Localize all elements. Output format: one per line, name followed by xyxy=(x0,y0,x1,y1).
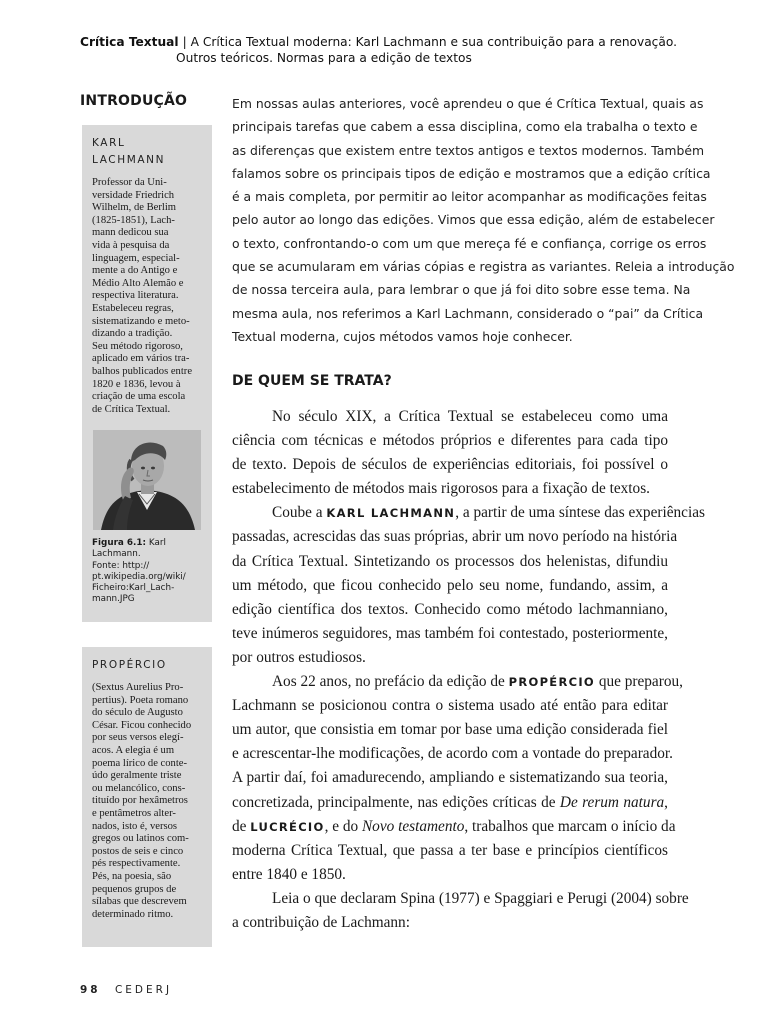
sidebar-propercio-name: PROPÉRCIO xyxy=(92,659,167,671)
sidebar-karl-name-line2: LACHMANN xyxy=(92,154,166,166)
page-footer xyxy=(80,984,172,996)
body-line: Leia o que declaram Spina (1977) e Spaggiari e Perugi (2004) sobre xyxy=(272,889,689,907)
intro-heading: INTRODUÇÃO xyxy=(80,93,188,109)
intro-line: Em nossas aulas anteriores, você aprendeu o que é Crítica Textual, quais as xyxy=(232,96,704,111)
figure-title: Karl Lachmann. xyxy=(92,538,166,560)
sidebar-karl-text xyxy=(92,177,203,416)
sidebar-karl-line: de Crítica Textual. xyxy=(92,403,171,415)
body-line: por outros estudiosos. xyxy=(232,648,366,666)
sidebar-propercio-line: údo geralmente triste xyxy=(92,770,182,782)
portrait-illustration xyxy=(93,430,201,530)
lucrecio-name: LUCRÉCIO xyxy=(250,819,325,834)
sidebar-propercio-line: pequenos grupos de xyxy=(92,883,177,895)
body-line xyxy=(232,791,668,815)
sidebar-karl-line: aplicado em vários tra- xyxy=(92,353,190,365)
sidebar-propercio-text xyxy=(92,682,203,921)
sidebar-propercio-line: nados, isto é, versos xyxy=(92,820,178,832)
body-line: Lachmann se posicionou contra o sistema usado até então para editar xyxy=(232,697,668,715)
publisher-name: CEDERJ xyxy=(114,984,173,996)
body-text-run: que preparou, xyxy=(598,673,683,691)
sidebar-karl-line: Médio Alto Alemão e xyxy=(92,277,184,289)
sidebar-karl-line: sistematizando e meto- xyxy=(92,315,190,327)
body-line xyxy=(232,815,676,839)
body-text-run: Coube a xyxy=(272,504,323,522)
sidebar-propercio-line: pés respectivamente. xyxy=(92,858,181,870)
header-title-line2: Outros teóricos. Normas para a edição de textos xyxy=(176,51,472,65)
sidebar-box-propercio xyxy=(82,647,212,947)
sidebar-propercio-line: Pés, na poesia, são xyxy=(92,870,172,882)
body-line: a contribuição de Lachmann: xyxy=(232,913,410,931)
sidebar-propercio-line: ou melancólico, cons- xyxy=(92,782,186,794)
section-heading: DE QUEM SE TRATA? xyxy=(232,373,392,389)
page-number: 98 xyxy=(80,984,101,996)
sidebar-box-karl-lachmann xyxy=(82,125,212,622)
sidebar-karl-line: mann dedicou sua xyxy=(92,227,169,239)
body-line: da Crítica Textual. Sintetizando os processos dos helenistas, difundiu xyxy=(232,552,668,570)
sidebar-karl-line: vida à pesquisa da xyxy=(92,239,170,251)
figure-source-line: mann.JPG xyxy=(92,594,135,605)
intro-paragraph xyxy=(232,92,735,348)
sidebar-propercio-line: gregos ou latinos com- xyxy=(92,833,189,845)
sidebar-propercio-line: poema lírico de conte- xyxy=(92,757,188,769)
body-line: A partir daí, foi amadurecendo, ampliando e sistematizando sua teoria, xyxy=(232,769,668,787)
sidebar-karl-name xyxy=(92,135,203,169)
sidebar-karl-line: 1820 e 1836, levou à xyxy=(92,378,181,390)
sidebar-karl-line: balhos publicados entre xyxy=(92,365,193,377)
header-title-line1: A Crítica Textual moderna: Karl Lachmann e sua contribuição para a renovação. xyxy=(190,35,677,49)
karl-lachmann-portrait xyxy=(93,430,201,530)
body-text-run: , e do xyxy=(324,817,359,835)
sidebar-karl-line: Wilhelm, de Berlim xyxy=(92,202,177,214)
body-line: entre 1840 e 1850. xyxy=(232,865,346,883)
novo-testamento-title: Novo testamento xyxy=(361,817,465,835)
body-text-run: , xyxy=(664,793,668,811)
sidebar-propercio-line: sílabas que descrevem xyxy=(92,896,187,908)
body-line: de texto. Depois de séculos de experiências editoriais, foi possível o xyxy=(232,456,668,474)
sidebar-propercio-line: pertius). Poeta romano xyxy=(92,694,189,706)
sidebar-karl-line: respectiva literatura. xyxy=(92,290,179,302)
sidebar-karl-name-line1: KARL xyxy=(92,137,126,149)
sidebar-karl-line: mente a do Antigo e xyxy=(92,265,178,277)
sidebar-karl-line: Seu método rigoroso, xyxy=(92,340,183,352)
sidebar-propercio-line: (Sextus Aurelius Pro- xyxy=(92,682,184,693)
intro-line: o texto, confrontando-o com um que mereça fé e confiança, corrige os erros xyxy=(232,235,707,251)
sidebar-propercio-line: tituído por hexâmetros xyxy=(92,795,188,807)
figure-label: Figura 6.1: xyxy=(92,538,147,549)
body-line: moderna Crítica Textual, que passa a ter base e princípios científicos xyxy=(232,841,668,859)
body-line: edição científica dos textos. Conhecido como método lachmanniano, xyxy=(232,600,668,618)
sidebar-karl-line: dizando a tradição. xyxy=(92,328,173,340)
sidebar-karl-line: criação de uma escola xyxy=(92,391,186,403)
body-line: ciência com técnicas e métodos próprios e diferentes para cada tipo xyxy=(232,432,668,450)
sidebar-propercio-line: determinado ritmo. xyxy=(92,908,174,920)
karl-lachmann-name: KARL LACHMANN xyxy=(326,506,456,521)
sidebar-karl-line: Professor da Uni- xyxy=(92,177,167,188)
body-line xyxy=(232,501,705,525)
body-line: teve inúmeros seguidores, mas também foi contestado, posteriormente, xyxy=(232,624,668,642)
body-line: estabelecimento de métodos mais rigorosos para a fixação de textos. xyxy=(232,480,650,498)
intro-line: as diferenças que existem entre textos antigos e textos modernos. Também xyxy=(232,142,705,158)
sidebar-propercio-line: César. Ficou conhecido xyxy=(92,719,192,731)
body-text-run: concretizada, principalmente, nas edições críticas de xyxy=(232,793,556,811)
sidebar-karl-line: Estabeleceu regras, xyxy=(92,302,174,314)
sidebar-propercio-line: por seus versos elegí- xyxy=(92,732,184,744)
body-line: No século XIX, a Crítica Textual se estabeleceu como uma xyxy=(272,408,668,425)
intro-line: é a mais completa, por permitir ao leitor acompanhar as modificações feitas xyxy=(232,189,707,205)
sidebar-propercio-line: do século de Augusto xyxy=(92,707,183,719)
sidebar-propercio-line: acos. A elegia é um xyxy=(92,744,175,756)
header-separator: | xyxy=(182,35,187,49)
header-section: Crítica Textual xyxy=(80,35,179,49)
figure-source-line: Fonte: http:// xyxy=(92,560,150,571)
intro-line: que se acumularam em várias cópias e registra as variantes. Releia a introdução xyxy=(232,259,735,275)
body-line: um autor, que consistia em tomar por base uma edição considerada fiel xyxy=(232,721,668,739)
intro-line: Textual moderna, cujos métodos vamos hoje conhecer. xyxy=(232,328,573,344)
figure-caption xyxy=(92,538,203,605)
body-line: e acrescentar-lhe modificações, de acordo com a vontade do preparador. xyxy=(232,745,673,763)
body-text-run: Aos 22 anos, no prefácio da edição de xyxy=(272,673,505,691)
sidebar-propercio-line: postos de seis e cinco xyxy=(92,845,184,857)
intro-line: mesma aula, nos referimos a Karl Lachmann, considerado o “pai” da Crítica xyxy=(232,305,704,321)
running-header xyxy=(80,34,720,66)
body-text-run: de xyxy=(232,817,247,835)
de-rerum-natura-title: De rerum natura xyxy=(559,793,665,811)
body-line: um método, que ficou conhecido pelo seu nome, fundando, assim, a xyxy=(232,576,668,594)
sidebar-propercio-line: e pentâmetros alter- xyxy=(92,807,176,819)
figure-source-line: Ficheiro:Karl_Lach- xyxy=(92,583,175,594)
sidebar-karl-line: (1825-1851), Lach- xyxy=(92,214,175,226)
propercio-name: PROPÉRCIO xyxy=(508,675,596,690)
intro-line: principais tarefas que cabem a essa disciplina, como ela trabalha o texto e xyxy=(232,119,698,135)
sidebar-karl-line: versidade Friedrich xyxy=(92,189,175,201)
body-line xyxy=(232,670,683,694)
figure-source-line: pt.wikipedia.org/wiki/ xyxy=(92,571,186,582)
body-line: passadas, acrescidas das suas próprias, abrir um novo período na história xyxy=(232,528,678,546)
intro-line: pelo autor ao longo das edições. Vimos que essa edição, além de estabelecer xyxy=(232,212,715,228)
sidebar-karl-line: linguagem, especial- xyxy=(92,252,180,264)
intro-line: falamos sobre os principais tipos de edição e mostramos que a edição crítica xyxy=(232,165,711,181)
intro-line: de nossa terceira aula, para lembrar o que já foi dito sobre esse tema. Na xyxy=(232,282,691,298)
body-text-run: , trabalhos que marcam o início da xyxy=(464,817,676,835)
body-text-run: , a partir de uma síntese das experiências xyxy=(455,504,705,522)
body-text xyxy=(232,405,705,935)
